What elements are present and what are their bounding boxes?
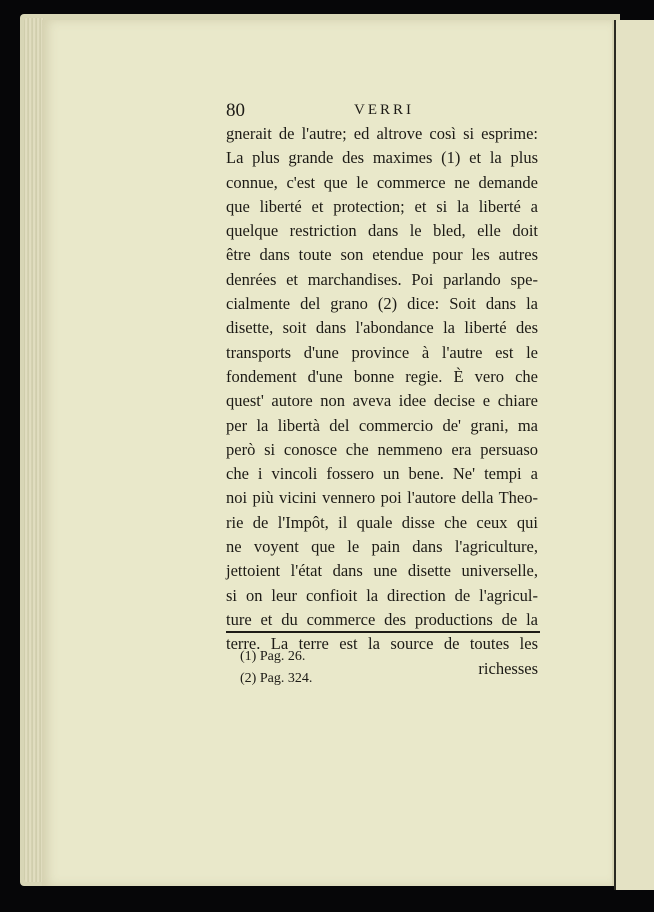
text-line: ne voyent que le pain dans l'agriculture,	[226, 537, 538, 557]
text-line: être dans toute son etendue pour les autres	[226, 245, 538, 265]
catchword: richesses	[478, 658, 538, 678]
page-edges	[24, 18, 44, 882]
running-title: VERRI	[354, 102, 414, 118]
text-line: noi più vicini vennero poi l'autore della Theo-	[226, 488, 538, 508]
text-line: La plus grande des maximes (1) et la plus	[226, 148, 538, 168]
text-line: ture et du commerce des productions de la	[226, 609, 538, 629]
text-line: quelque restriction dans le bled, elle doit	[226, 221, 538, 241]
body-text	[226, 122, 538, 681]
text-line: jettoient l'état dans une disette universelle,	[226, 561, 538, 581]
text-line: per la libertà del commercio de' grani, ma	[226, 415, 538, 435]
footnotes	[240, 646, 312, 690]
text-line: que liberté et protection; et si la liberté a	[226, 196, 538, 216]
text-line: cialmente del grano (2) dice: Soit dans la	[226, 294, 538, 314]
text-line: connue, c'est que le commerce ne demande	[226, 172, 538, 192]
page-number: 80	[226, 100, 245, 121]
text-line: terre. La terre est la source de toutes les	[226, 634, 538, 654]
text-line: però si conosce che nemmeno era persuaso	[226, 439, 538, 459]
text-line: che i vincoli fossero un bene. Ne' tempi a	[226, 464, 538, 484]
text-line: fondement d'une bonne regie. È vero che	[226, 366, 538, 386]
footnote: (2) Pag. 324.	[240, 671, 313, 686]
footnote-rule	[226, 631, 540, 633]
text-line: gnerait de l'autre; ed altrove così si esprime:	[226, 124, 538, 143]
facing-page-edge	[614, 20, 654, 890]
text-line: disette, soit dans l'abondance la liberté des	[226, 318, 538, 338]
text-line: si on leur confioit la direction de l'agricul-	[226, 585, 538, 605]
text-line: quest' autore non aveva idee decise e chiare	[226, 391, 538, 411]
footnote: (1) Pag. 26.	[240, 649, 306, 664]
text-line: denrées et marchandises. Poi parlando spe-	[226, 269, 538, 289]
text-line: transports d'une province à l'autre est le	[226, 342, 538, 362]
text-line: rie de l'Impôt, il quale disse che ceux qui	[226, 512, 538, 532]
